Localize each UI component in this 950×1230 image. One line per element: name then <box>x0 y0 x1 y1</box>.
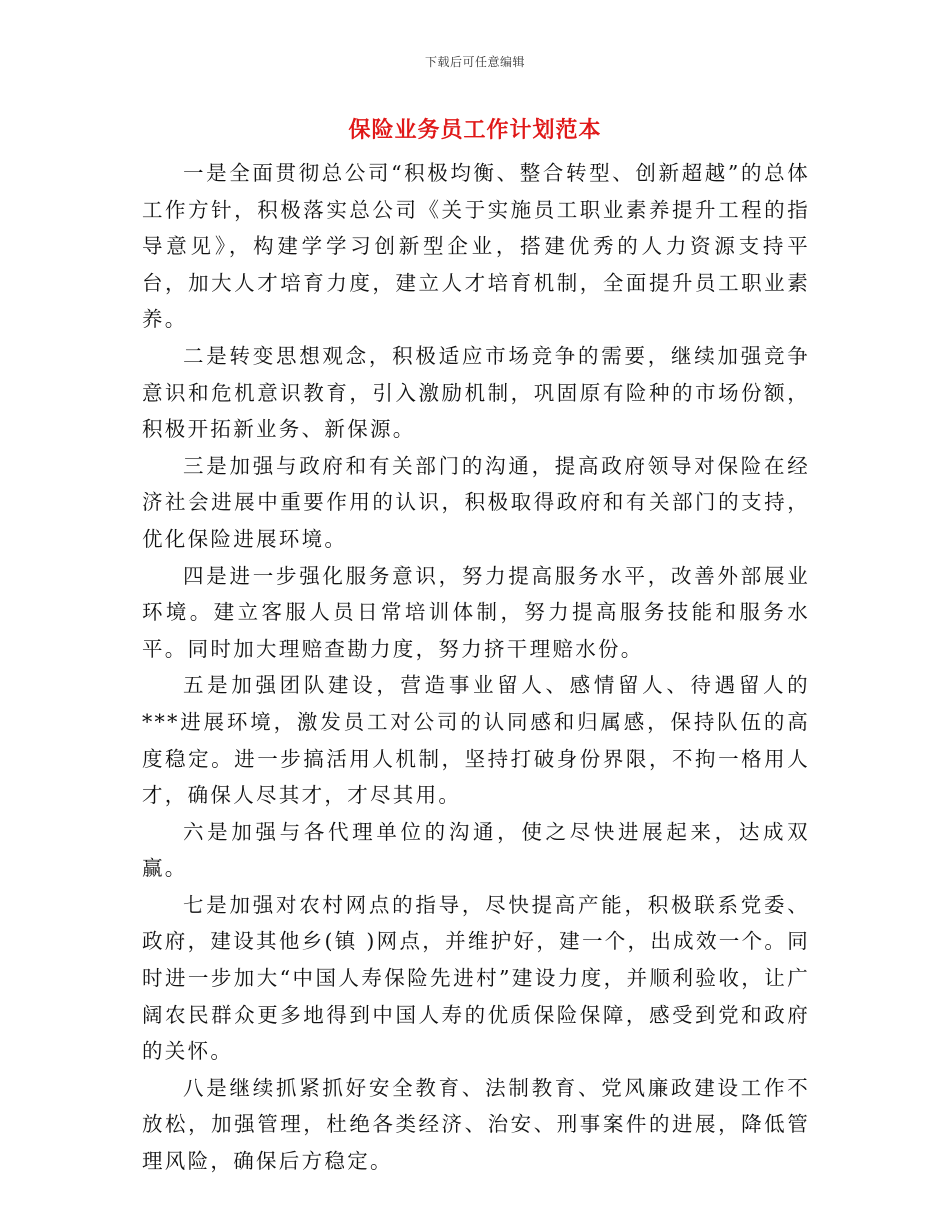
paragraph-2: 二是转变思想观念，积极适应市场竞争的需要，继续加强竞争意识和危机意识教育，引入激励机制，巩固原有险种的市场份额，积极开拓新业务、新保源。 <box>142 343 810 442</box>
paragraph-3: 三是加强与政府和有关部门的沟通，提高政府领导对保险在经济社会进展中重要作用的认识，积极取得政府和有关部门的支持，优化保险进展环境。 <box>142 453 810 551</box>
document-title: 保险业务员工作计划范本 <box>348 117 602 143</box>
paragraph-8: 八是继续抓紧抓好安全教育、法制教育、党风廉政建设工作不放松，加强管理，杜绝各类经济、治安、刑事案件的进展，降低管理风险，确保后方稳定。 <box>142 1075 810 1174</box>
paragraph-6: 六是加强与各代理单位的沟通，使之尽快进展起来，达成双赢。 <box>142 819 810 881</box>
paragraph-7: 七是加强对农村网点的指导，尽快提高产能，积极联系党委、政府，建设其他乡(镇 )网点，并维护好，建一个，出成效一个。同时进一步加大“中国人寿保险先进村”建设力度，并顺利验收，让广阔农民群众更多地得到中国人寿的优质保险保障，感受到党和政府的关怀。 <box>142 892 810 1064</box>
header-note: 下载后可任意编辑 <box>424 55 525 69</box>
paragraph-4: 四是进一步强化服务意识，努力提高服务水平，改善外部展业环境。建立客服人员日常培训体制，努力提高服务技能和服务水平。同时加大理赔查勘力度，努力挤干理赔水份。 <box>142 563 810 661</box>
document-body <box>142 155 810 1180</box>
paragraph-1: 一是全面贯彻总公司“积极均衡、整合转型、创新超越”的总体工作方针，积极落实总公司《关于实施员工职业素养提升工程的指导意见》，构建学学习创新型企业，搭建优秀的人力资源支持平台，加大人才培育力度，建立人才培育机制，全面提升员工职业素养。 <box>142 161 810 332</box>
paragraph-5: 五是加强团队建设，营造事业留人、感情留人、待遇留人的***进展环境，激发员工对公司的认同感和归属感，保持队伍的高度稳定。进一步搞活用人机制，坚持打破身份界限，不拘一格用人才，确保人尽其才，才尽其用。 <box>142 673 810 808</box>
